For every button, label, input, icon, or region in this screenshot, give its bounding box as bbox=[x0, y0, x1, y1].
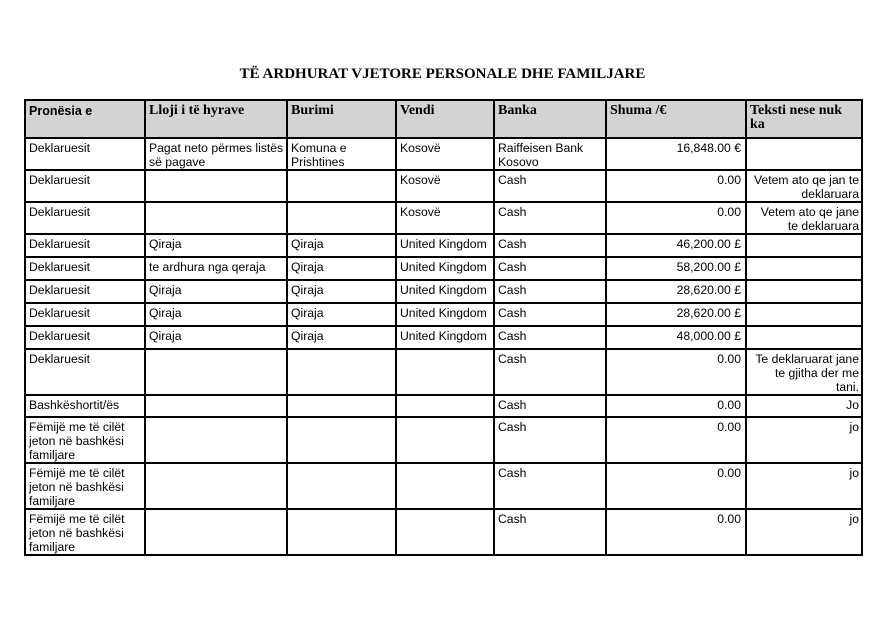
table-row bbox=[25, 170, 862, 202]
cell-source bbox=[287, 509, 396, 555]
cell-owner: Deklaruesit bbox=[25, 138, 145, 170]
cell-type bbox=[145, 463, 287, 509]
cell-source bbox=[287, 463, 396, 509]
cell-note bbox=[746, 234, 862, 257]
cell-owner: Deklaruesit bbox=[25, 170, 145, 202]
cell-amount: 28,620.00 £ bbox=[606, 303, 746, 326]
cell-source bbox=[287, 202, 396, 234]
header-type: Lloji i të hyrave bbox=[145, 100, 287, 138]
cell-note: Vetem ato qe jan te deklaruara bbox=[746, 170, 862, 202]
cell-country: United Kingdom bbox=[396, 257, 494, 280]
table-row bbox=[25, 417, 862, 463]
table-row bbox=[25, 202, 862, 234]
cell-owner: Deklaruesit bbox=[25, 234, 145, 257]
cell-owner: Fëmijë me të cilët jeton në bashkësi familjare bbox=[25, 463, 145, 509]
cell-source: Qiraja bbox=[287, 280, 396, 303]
cell-bank: Cash bbox=[494, 257, 606, 280]
cell-country: Kosovë bbox=[396, 138, 494, 170]
cell-owner: Deklaruesit bbox=[25, 303, 145, 326]
cell-type bbox=[145, 170, 287, 202]
cell-note: Jo bbox=[746, 395, 862, 417]
cell-bank: Cash bbox=[494, 417, 606, 463]
table-row bbox=[25, 138, 862, 170]
cell-amount: 46,200.00 £ bbox=[606, 234, 746, 257]
cell-amount: 0.00 bbox=[606, 417, 746, 463]
document-title: TË ARDHURAT VJETORE PERSONALE DHE FAMILJARE bbox=[239, 66, 646, 82]
cell-type: Qiraja bbox=[145, 326, 287, 349]
header-country: Vendi bbox=[396, 100, 494, 138]
cell-source bbox=[287, 395, 396, 417]
cell-owner: Deklaruesit bbox=[25, 257, 145, 280]
header-amount: Shuma /€ bbox=[606, 100, 746, 138]
cell-country: United Kingdom bbox=[396, 303, 494, 326]
cell-country bbox=[396, 463, 494, 509]
cell-bank: Cash bbox=[494, 234, 606, 257]
cell-country: Kosovë bbox=[396, 170, 494, 202]
cell-source bbox=[287, 417, 396, 463]
cell-source: Qiraja bbox=[287, 234, 396, 257]
table-row bbox=[25, 509, 862, 555]
cell-bank: Cash bbox=[494, 463, 606, 509]
cell-note: jo bbox=[746, 463, 862, 509]
cell-type bbox=[145, 395, 287, 417]
cell-country: Kosovë bbox=[396, 202, 494, 234]
table-row bbox=[25, 257, 862, 280]
cell-note: jo bbox=[746, 509, 862, 555]
cell-bank: Cash bbox=[494, 202, 606, 234]
cell-country: United Kingdom bbox=[396, 280, 494, 303]
cell-type bbox=[145, 202, 287, 234]
income-table bbox=[24, 99, 863, 556]
cell-amount: 48,000.00 £ bbox=[606, 326, 746, 349]
cell-note: Te deklaruarat jane te gjitha der me tani. bbox=[746, 349, 862, 395]
cell-note bbox=[746, 257, 862, 280]
cell-amount: 0.00 bbox=[606, 170, 746, 202]
cell-note: Vetem ato qe jane te deklaruara bbox=[746, 202, 862, 234]
cell-type: Qiraja bbox=[145, 280, 287, 303]
table-row bbox=[25, 463, 862, 509]
cell-note bbox=[746, 138, 862, 170]
cell-owner: Deklaruesit bbox=[25, 349, 145, 395]
table-row bbox=[25, 234, 862, 257]
header-row bbox=[25, 100, 862, 138]
cell-type: Qiraja bbox=[145, 303, 287, 326]
cell-type bbox=[145, 349, 287, 395]
table-row bbox=[25, 280, 862, 303]
header-source: Burimi bbox=[287, 100, 396, 138]
cell-type: Pagat neto përmes listës së pagave bbox=[145, 138, 287, 170]
cell-owner: Fëmijë me të cilët jeton në bashkësi familjare bbox=[25, 417, 145, 463]
cell-country bbox=[396, 395, 494, 417]
cell-bank: Cash bbox=[494, 303, 606, 326]
cell-owner: Deklaruesit bbox=[25, 202, 145, 234]
cell-bank: Cash bbox=[494, 395, 606, 417]
table-row bbox=[25, 395, 862, 417]
cell-owner: Deklaruesit bbox=[25, 280, 145, 303]
cell-note bbox=[746, 326, 862, 349]
header-note: Teksti nese nuk ka bbox=[746, 100, 862, 138]
cell-source bbox=[287, 170, 396, 202]
cell-amount: 0.00 bbox=[606, 202, 746, 234]
cell-country bbox=[396, 509, 494, 555]
cell-amount: 0.00 bbox=[606, 349, 746, 395]
cell-amount: 0.00 bbox=[606, 463, 746, 509]
cell-owner: Fëmijë me të cilët jeton në bashkësi familjare bbox=[25, 509, 145, 555]
cell-amount: 16,848.00 € bbox=[606, 138, 746, 170]
cell-note: jo bbox=[746, 417, 862, 463]
cell-country bbox=[396, 417, 494, 463]
cell-note bbox=[746, 280, 862, 303]
cell-amount: 0.00 bbox=[606, 509, 746, 555]
cell-type bbox=[145, 417, 287, 463]
cell-owner: Deklaruesit bbox=[25, 326, 145, 349]
cell-bank: Cash bbox=[494, 349, 606, 395]
cell-note bbox=[746, 303, 862, 326]
cell-amount: 28,620.00 £ bbox=[606, 280, 746, 303]
cell-type: te ardhura nga qeraja bbox=[145, 257, 287, 280]
cell-bank: Cash bbox=[494, 509, 606, 555]
table-row bbox=[25, 303, 862, 326]
table-row bbox=[25, 326, 862, 349]
cell-source: Qiraja bbox=[287, 303, 396, 326]
cell-owner: Bashkëshortit/ës bbox=[25, 395, 145, 417]
table-row bbox=[25, 349, 862, 395]
cell-country: United Kingdom bbox=[396, 234, 494, 257]
cell-source: Komuna e Prishtines bbox=[287, 138, 396, 170]
cell-source: Qiraja bbox=[287, 257, 396, 280]
cell-source: Qiraja bbox=[287, 326, 396, 349]
cell-amount: 58,200.00 £ bbox=[606, 257, 746, 280]
cell-amount: 0.00 bbox=[606, 395, 746, 417]
cell-bank: Cash bbox=[494, 170, 606, 202]
cell-type: Qiraja bbox=[145, 234, 287, 257]
cell-type bbox=[145, 509, 287, 555]
cell-source bbox=[287, 349, 396, 395]
cell-country: United Kingdom bbox=[396, 326, 494, 349]
header-bank: Banka bbox=[494, 100, 606, 138]
cell-bank: Cash bbox=[494, 326, 606, 349]
cell-country bbox=[396, 349, 494, 395]
cell-bank: Cash bbox=[494, 280, 606, 303]
cell-bank: Raiffeisen Bank Kosovo bbox=[494, 138, 606, 170]
header-owner: Pronësia e bbox=[25, 100, 145, 138]
